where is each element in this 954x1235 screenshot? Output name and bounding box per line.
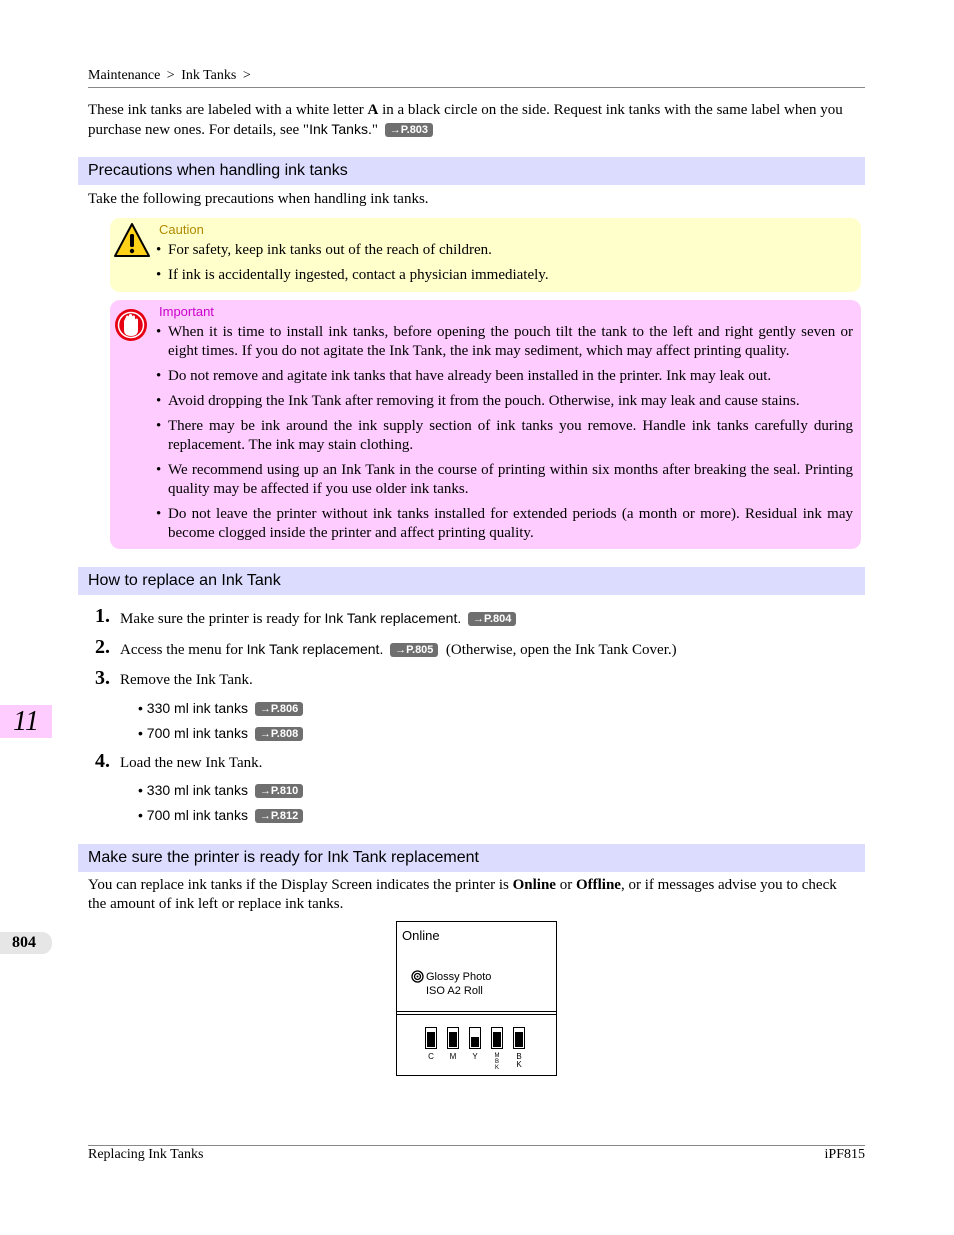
ink-tank-mbk-indicator bbox=[491, 1027, 503, 1049]
breadcrumb-separator: > bbox=[242, 68, 251, 83]
breadcrumb-item-maintenance[interactable]: Maintenance bbox=[88, 68, 161, 83]
page-ref-button[interactable]: →P.803 bbox=[385, 123, 433, 137]
online-term: Online bbox=[512, 877, 556, 893]
intro-text: These ink tanks are labeled with a white letter bbox=[88, 102, 368, 118]
ink-tank-label: M bbox=[449, 1052, 457, 1061]
page-ref-button[interactable]: →P.806 bbox=[255, 702, 303, 716]
ink-level-fill bbox=[493, 1032, 501, 1047]
ink-tank-bk-indicator bbox=[513, 1027, 525, 1049]
chapter-tab[interactable]: 11 bbox=[0, 705, 52, 738]
section-heading-precautions: Precautions when handling ink tanks bbox=[78, 157, 865, 185]
ink-tanks-link[interactable]: Ink Tanks. bbox=[309, 121, 372, 137]
step-number: 4. bbox=[95, 750, 110, 772]
display-media-type: Glossy Photo bbox=[426, 971, 492, 983]
list-item: • There may be ink around the ink supply section of ink tanks you remove. Handle ink tanks carefully during replacement. The ink may stain clothing. bbox=[156, 417, 853, 455]
ready-paragraph bbox=[88, 876, 838, 914]
display-paper-size: ISO A2 Roll bbox=[426, 985, 483, 997]
important-title: Important bbox=[159, 304, 214, 319]
stop-hand-icon bbox=[114, 308, 148, 342]
ready-text: You can replace ink tanks if the Display Screen indicates the printer is bbox=[88, 877, 513, 893]
step-text bbox=[120, 609, 516, 629]
ink-tank-label: B K bbox=[516, 1052, 522, 1069]
footer-section-title: Replacing Ink Tanks bbox=[88, 1147, 204, 1162]
intro-text-3: " bbox=[371, 122, 382, 138]
page-ref-button[interactable]: →P.804 bbox=[468, 612, 516, 626]
display-screen-illustration bbox=[396, 921, 557, 1076]
ink-tank-label: M B K bbox=[494, 1053, 500, 1071]
intro-paragraph bbox=[88, 101, 858, 140]
list-item: • We recommend using up an Ink Tank in the course of printing within six months after breaking the seal. Printing quality may be affected if you use older ink tanks. bbox=[156, 461, 853, 499]
offline-term: Offline bbox=[575, 877, 621, 893]
intro-text-2: in a black circle on the side. Request ink tanks with the same label when you purchase new ones. For details, see " bbox=[88, 102, 843, 138]
footer-divider bbox=[88, 1145, 865, 1146]
list-item: • Avoid dropping the Ink Tank after removing it from the pouch. Otherwise, ink may leak and cause stains. bbox=[156, 392, 853, 411]
remove-700-label: 700 ml ink tanks bbox=[146, 725, 248, 741]
page-ref-button[interactable]: →P.810 bbox=[255, 784, 303, 798]
step-number: 2. bbox=[95, 636, 110, 658]
ink-level-fill bbox=[427, 1032, 435, 1047]
footer-model-name: iPF815 bbox=[824, 1147, 865, 1162]
divider bbox=[397, 1011, 556, 1012]
breadcrumb-item-ink-tanks[interactable]: Ink Tanks bbox=[181, 68, 237, 83]
step-text-lead: Make sure the printer is ready for bbox=[120, 611, 325, 627]
ready-or: or bbox=[555, 877, 576, 893]
breadcrumb bbox=[88, 67, 865, 88]
caution-box bbox=[110, 218, 861, 292]
ink-tank-replacement-link[interactable]: Ink Tank replacement. bbox=[324, 610, 462, 626]
step-text-note: (Otherwise, open the Ink Tank Cover.) bbox=[445, 642, 677, 658]
ink-tank-replacement-menu-link[interactable]: Ink Tank replacement. bbox=[246, 641, 384, 657]
ready-text-2: , or if messages advise you to check the amount of ink left or replace ink tanks. bbox=[88, 877, 837, 912]
breadcrumb-separator: > bbox=[166, 68, 175, 83]
ink-tank-m-indicator bbox=[447, 1027, 459, 1049]
intro-letter: A bbox=[367, 102, 379, 118]
step-text-lead: Access the menu for bbox=[120, 642, 247, 658]
precautions-intro: Take the following precautions when handling ink tanks. bbox=[88, 191, 429, 207]
bullet: • bbox=[138, 782, 143, 798]
list-item: • When it is time to install ink tanks, before opening the pouch tilt the tank to the left and right gently seven or eight times. If you do not agitate the Ink Tank, the ink may sediment, which may affect printing quality. bbox=[156, 323, 853, 361]
list-item: • If ink is accidentally ingested, contact a physician immediately. bbox=[156, 266, 853, 285]
roll-media-icon bbox=[411, 970, 424, 983]
bullet: • bbox=[138, 700, 143, 716]
step-text: Load the new Ink Tank. bbox=[120, 755, 263, 771]
ink-level-fill bbox=[515, 1032, 523, 1047]
page-number: 804 bbox=[0, 932, 52, 954]
step-number: 3. bbox=[95, 667, 110, 689]
ink-level-fill bbox=[471, 1037, 479, 1047]
list-item bbox=[138, 806, 303, 824]
page-ref-button[interactable]: →P.812 bbox=[255, 809, 303, 823]
bullet: • bbox=[138, 725, 143, 741]
caution-icon bbox=[113, 222, 151, 258]
divider bbox=[397, 1014, 556, 1015]
ink-tank-c-indicator bbox=[425, 1027, 437, 1049]
ink-tank-label: C bbox=[428, 1052, 434, 1061]
important-box bbox=[110, 300, 861, 549]
ink-tank-label: Y bbox=[472, 1052, 478, 1061]
remove-330-label: 330 ml ink tanks bbox=[146, 700, 248, 716]
section-heading-how-to-replace: How to replace an Ink Tank bbox=[78, 567, 865, 595]
display-status: Online bbox=[402, 928, 440, 943]
step-text: Remove the Ink Tank. bbox=[120, 672, 253, 688]
caution-list bbox=[156, 241, 853, 291]
list-item bbox=[138, 699, 303, 717]
bullet: • bbox=[138, 807, 143, 823]
ink-level-fill bbox=[449, 1032, 457, 1047]
list-item: • Do not leave the printer without ink tanks installed for extended periods (a month or more). Residual ink may become clogged inside the printer and affect printing quality. bbox=[156, 505, 853, 543]
step-number: 1. bbox=[95, 605, 110, 627]
page-ref-button[interactable]: →P.808 bbox=[255, 727, 303, 741]
caution-title: Caution bbox=[159, 222, 204, 237]
ink-tank-y-indicator bbox=[469, 1027, 481, 1049]
list-item: • Do not remove and agitate ink tanks that have already been installed in the printer. Ink may leak out. bbox=[156, 367, 853, 386]
list-item bbox=[138, 724, 303, 742]
list-item: • For safety, keep ink tanks out of the reach of children. bbox=[156, 241, 853, 260]
step-text bbox=[120, 640, 677, 660]
load-330-label: 330 ml ink tanks bbox=[146, 782, 248, 798]
section-heading-printer-ready: Make sure the printer is ready for Ink Tank replacement bbox=[78, 844, 865, 872]
list-item bbox=[138, 781, 303, 799]
load-700-label: 700 ml ink tanks bbox=[146, 807, 248, 823]
page-ref-button[interactable]: →P.805 bbox=[390, 643, 438, 657]
important-list bbox=[156, 323, 853, 549]
